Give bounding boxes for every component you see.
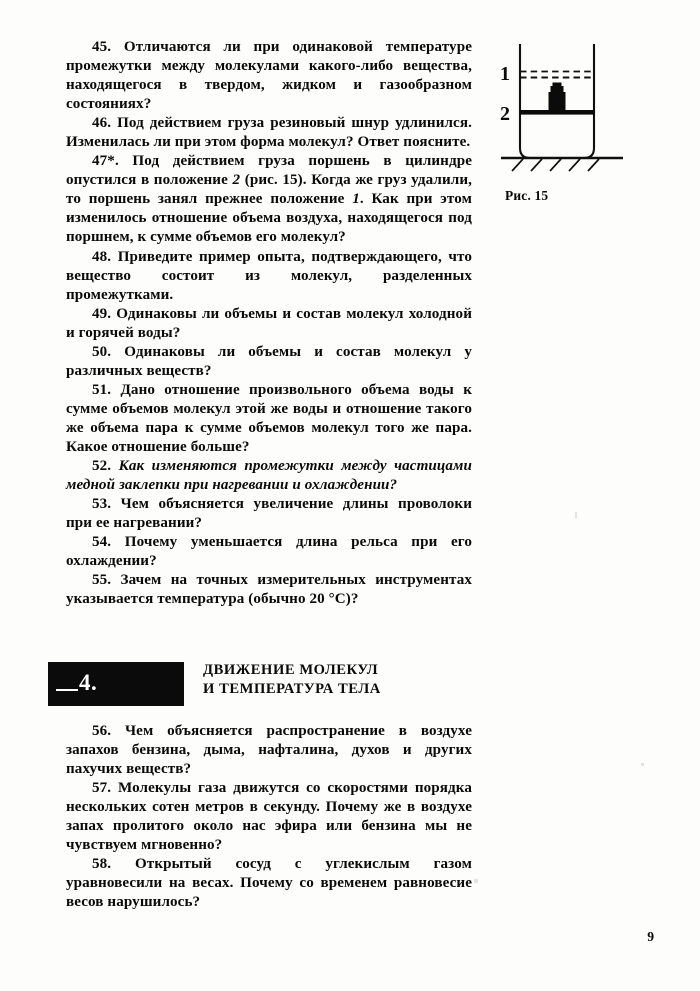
section-heading-4 — [48, 662, 652, 710]
question-55-number: 55. — [92, 572, 112, 589]
question-57 — [66, 779, 472, 855]
question-52 — [66, 457, 472, 495]
section-number-box — [48, 662, 184, 706]
figure-label-1: 1 — [500, 63, 510, 85]
question-53-number: 53. — [92, 496, 112, 513]
question-51 — [66, 381, 472, 457]
question-57-number: 57. — [92, 780, 112, 797]
section-title-line-2: И ТЕМПЕРАТУРА ТЕЛА — [203, 681, 381, 697]
question-49-number: 49. — [92, 305, 112, 322]
figure-15-caption: Рис. 15 — [505, 188, 549, 203]
question-51-text: Дано отношение произвольного объема воды к сумме объемов молекул этой же воды и отношение такого же объема пара к сумме объемов молекул того же пара. Какое отношение больше? — [66, 381, 472, 455]
question-47-text-part-2: (рис. 15). Когда же груз удалили, то поршень занял прежнее положение — [66, 172, 472, 208]
question-58-text: Открытый сосуд с углекислым газом уравновесили на весах. Почему со временем равновесие весов нарушилось? — [66, 856, 472, 911]
question-45-number: 45. — [92, 39, 112, 55]
question-47-text-part-1: Под действием груза поршень в цилиндре опустился в положение — [66, 153, 473, 189]
question-56-number: 56. — [92, 723, 112, 739]
question-53 — [66, 495, 472, 533]
question-46-text: Под действием груза резиновый шнур удлинился. Изменилась ли при этом форма молекул? Ответ поясните. — [66, 115, 472, 151]
scan-speck — [575, 512, 577, 518]
question-50 — [66, 343, 472, 381]
question-47-number: 47*. — [92, 153, 119, 170]
question-48-text: Приведите пример опыта, подтверждающего, что вещество состоит из молекул, разделенных промежутками. — [66, 248, 473, 303]
question-46 — [66, 114, 472, 152]
question-52-text: Как изменяются промежутки между частицами медной заклепки при нагревании и охлаждении? — [66, 458, 472, 494]
figure-label-2: 2 — [500, 103, 510, 125]
section-number-rule — [56, 689, 78, 691]
question-52-number: 52. — [92, 458, 112, 475]
question-54-number: 54. — [92, 534, 112, 551]
question-54-text: Почему уменьшается длина рельса при его охлаждении? — [66, 534, 472, 570]
question-55 — [66, 571, 472, 609]
question-47-text-part-3: . Как при этом изменилось отношение объема воздуха, находящегося под поршнем, к сумме объемов его молекул? — [66, 191, 472, 246]
section-title-line-1: ДВИЖЕНИЕ МОЛЕКУЛ — [203, 662, 379, 678]
figure-15 — [487, 40, 657, 204]
question-55-text: Зачем на точных измерительных инструментах указывается температура (обычно 20 °C)? — [66, 572, 473, 608]
question-54 — [66, 533, 472, 571]
question-48-number: 48. — [92, 248, 112, 265]
page-number: 9 — [647, 929, 654, 944]
question-51-number: 51. — [92, 381, 112, 398]
question-58 — [66, 855, 472, 912]
question-56-text: Чем объясняется распространение в воздухе запахов бензина, дыма, нафталина, духов и других пахучих веществ? — [66, 723, 472, 778]
question-45 — [66, 38, 472, 114]
question-47-ref-position-1: 1 — [352, 191, 360, 208]
scan-speck — [474, 879, 478, 883]
scan-speck — [641, 763, 644, 766]
cylinder-piston-weight-icon — [487, 40, 637, 182]
question-46-number: 46. — [92, 115, 112, 132]
question-57-text: Молекулы газа движутся со скоростями порядка нескольких сотен метров в секунду. Почему же в воздухе запах пролитого около нас эфира или бензина мы не чувствуем мгновенно? — [66, 780, 472, 854]
question-50-text: Одинаковы ли объемы и состав молекул у различных веществ? — [66, 343, 472, 379]
question-53-text: Чем объясняется увеличение длины проволоки при ее нагревании? — [66, 496, 472, 532]
question-list-top — [66, 38, 472, 609]
figure-15-drawing — [487, 40, 637, 182]
question-list-bottom — [66, 722, 472, 912]
question-48 — [66, 248, 472, 305]
section-number: 4. — [79, 670, 98, 695]
section-title — [203, 661, 381, 699]
question-47 — [66, 152, 472, 247]
question-58-number: 58. — [92, 856, 112, 873]
question-45-text: Отличаются ли при одинаковой температуре промежутки между молекулами какого-либо вещества, находящегося в твердом, жидком и газообразном состояниях? — [66, 39, 472, 113]
question-49 — [66, 305, 472, 343]
question-50-number: 50. — [92, 343, 112, 360]
question-56 — [66, 722, 472, 779]
question-49-text: Одинаковы ли объемы и состав молекул холодной и горячей воды? — [66, 305, 472, 341]
question-47-ref-position-2: 2 — [232, 172, 241, 189]
